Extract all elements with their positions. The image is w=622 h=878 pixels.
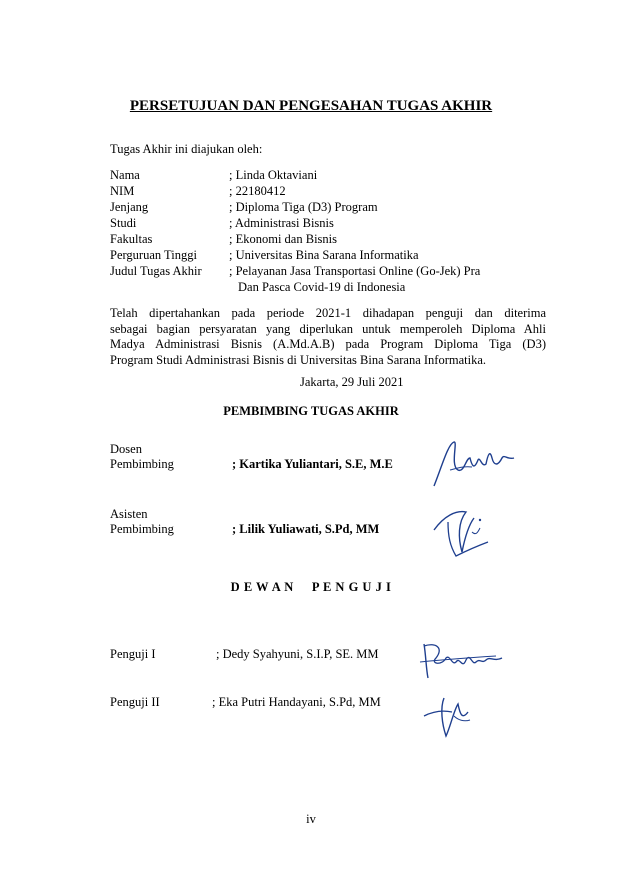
field-label: Studi [110,216,137,230]
asisten-label: Asisten [110,507,148,521]
pembimbing-heading: PEMBIMBING TUGAS AKHIR [223,404,399,418]
field-value: ; 22180412 [229,184,286,198]
page-title: PERSETUJUAN DAN PENGESAHAN TUGAS AKHIR [129,98,493,114]
penguji-2-name: ; Eka Putri Handayani, S.Pd, MM [212,695,381,709]
field-value: ; Linda Oktaviani [229,168,318,182]
field-value-continued: Dan Pasca Covid-19 di Indonesia [238,280,406,294]
dewan-penguji-heading: D E W A N P E N G U J I [230,580,392,594]
paragraph-line: sebagai bagian persyaratan yang diperlukan untuk memperoleh Diploma Ahli [110,321,546,336]
approval-paragraph [110,306,546,368]
paragraph-line: Madya Administrasi Bisnis (A.Md.A.B) pada Program Diploma Tiga (D3) [110,337,546,352]
field-label: Nama [110,168,140,182]
field-value: ; Administrasi Bisnis [229,216,334,230]
place-date: Jakarta, 29 Juli 2021 [300,375,404,389]
asisten-signature-icon [428,502,494,562]
asisten-label-2: Pembimbing [110,522,174,536]
field-value: ; Ekonomi dan Bisnis [229,232,337,246]
field-label: Judul Tugas Akhir [110,264,202,278]
penguji-2-label: Penguji II [110,695,160,709]
intro-text: Tugas Akhir ini diajukan oleh: [110,142,263,156]
field-label: NIM [110,184,135,198]
field-label: Jenjang [110,200,149,214]
field-label: Perguruan Tinggi [110,248,197,262]
dosen-label: Dosen [110,442,142,456]
penguji-1-label: Penguji I [110,647,156,661]
dosen-name: ; Kartika Yuliantari, S.E, M.E [232,457,393,471]
dosen-label-2: Pembimbing [110,457,174,471]
field-label: Fakultas [110,232,153,246]
field-value: ; Diploma Tiga (D3) Program [229,200,378,214]
page-number: iv [306,812,316,826]
penguji-1-name: ; Dedy Syahyuni, S.I.P, SE. MM [216,647,379,661]
paragraph-line: Telah dipertahankan pada periode 2021-1 dihadapan penguji dan diterima [110,306,546,320]
field-value: ; Pelayanan Jasa Transportasi Online (Go-Jek) Pra [229,264,481,278]
asisten-name: ; Lilik Yuliawati, S.Pd, MM [232,522,380,536]
field-value: ; Universitas Bina Sarana Informatika [229,248,419,262]
dosen-signature-icon [428,436,518,492]
penguji-1-signature-icon [416,636,508,682]
penguji-2-signature-icon [418,690,478,740]
paragraph-line: Program Studi Administrasi Bisnis di Universitas Bina Sarana Informatika. [110,352,487,367]
